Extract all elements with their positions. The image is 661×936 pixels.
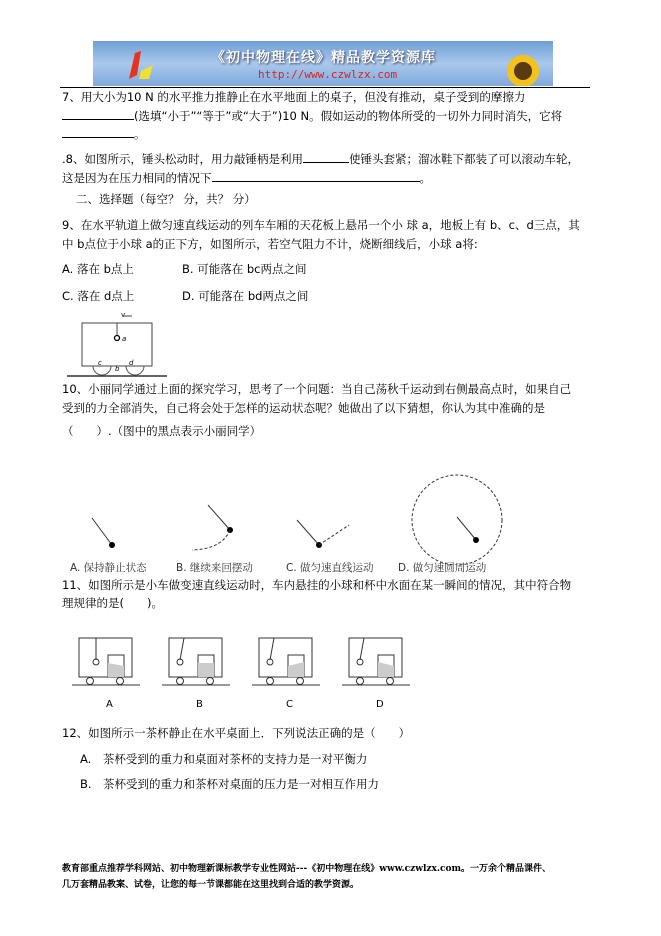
q10-line2: 受到的力全部消失，自己将会处于怎样的运动状态呢？她做出了以下猜想，你认为其中准确的是 (62, 401, 545, 415)
q7-line3: 。 (134, 127, 146, 141)
q8-text-b: 使锤头套紧；溜冰鞋下都装了可以滚动车轮， (348, 152, 579, 166)
cart-label-a: A (106, 699, 113, 710)
banner-url: http://www.czwlzx.com (258, 68, 398, 81)
q9-line1: 9、在水平轨道上做匀速直线运动的列车车厢的天花板上悬吊一个小 球 a，地板上有 b、c、d三点，其 (62, 218, 580, 232)
header-rule (60, 87, 590, 88)
cart-d (342, 638, 410, 685)
train-figure (62, 308, 172, 378)
q12-option-b: B. 茶杯受到的重力和茶杯对桌面的压力是一对相互作用力 (80, 777, 380, 791)
q8-line2 (62, 170, 431, 185)
swing-caption-d: D. 做匀速圆周运动 (398, 562, 487, 574)
q9-option-c: C. 落在 d点上 (62, 289, 135, 303)
q9-line2: 中 b点位于小球 a的正下方，如图所示，若空气阻力不计，烧断细线后，小球 a将: (62, 237, 478, 251)
footer-line2: 几万套精品教案、试卷，让您的每一节课都能在这里找到合适的教学资源。 (62, 880, 360, 890)
cart-a (72, 638, 140, 685)
velocity-label: v (121, 311, 126, 319)
header-banner (93, 41, 553, 86)
q9-option-b: B. 可能落在 bc两点之间 (182, 262, 307, 276)
cart-figures (70, 635, 420, 720)
cart-c (252, 638, 320, 685)
swing-figures (62, 465, 582, 565)
logo-icon (123, 45, 163, 85)
q8-text-c: 这是因为在压力相同的情况下 (62, 171, 212, 185)
q7-blank-2[interactable] (62, 126, 134, 138)
q11-line2: 理规律的是( )。 (62, 596, 163, 610)
point-a-label: a (122, 335, 127, 343)
q8-blank-1[interactable] (303, 151, 349, 163)
q10-line1: 10、小丽同学通过上面的探究学习，思考了一个问题：当自己荡秋千运动到右侧最高点时，如果自己 (62, 382, 572, 396)
cart-label-c: C (286, 699, 293, 710)
banner-title: 《初中物理在线》精品教学资源库 (211, 50, 436, 66)
q12-line1: 12、如图所示一茶杯静止在水平桌面上．下列说法正确的是（ ） (62, 726, 411, 740)
cart-label-b: B (196, 699, 203, 710)
q9-option-a: A. 落在 b点上 (62, 262, 134, 276)
q11-line1: 11、如图所示是小车做变速直线运动时，车内悬挂的小球和杯中水面在某一瞬间的情况，其中符合物 (62, 578, 572, 592)
q9-option-d: D. 可能落在 bd两点之间 (182, 289, 309, 303)
section-heading: 二、选择题（每空？ 分，共？ 分） (76, 192, 256, 206)
point-b-label: b (115, 365, 120, 373)
q7-blank-1[interactable] (62, 108, 134, 120)
q8-text-d: 。 (419, 171, 431, 185)
footer-line1: 教育部重点推荐学科网站、初中物理新课标教学专业性网站---《初中物理在线》www.czwlzx.com。一万余个精品课件、 (62, 864, 552, 874)
cart-label-d: D (376, 699, 384, 710)
swing-caption-a: A. 保持静止状态 (70, 562, 147, 574)
swing-caption-c: C. 做匀速直线运动 (286, 562, 374, 574)
q7-line2-wrap (62, 108, 562, 123)
sunflower-icon (488, 41, 548, 86)
q8-text-a: .8、如图所示，锤头松动时，用力敲锤柄是利用 (62, 152, 303, 166)
q7-line3-wrap (62, 126, 146, 141)
q10-line3: （ ）.（图中的黑点表示小丽同学） (62, 424, 262, 438)
q7-line1: 7、用大小为10 N 的水平推力推静止在水平地面上的桌子，但没有推动，桌子受到的摩擦力 (62, 90, 526, 104)
swing-caption-b: B. 继续来回摆动 (176, 562, 253, 574)
q8-line1 (62, 151, 579, 166)
cart-b (162, 638, 230, 685)
q8-blank-2[interactable] (212, 170, 420, 182)
q12-option-a: A. 茶杯受到的重力和桌面对茶杯的支持力是一对平衡力 (80, 752, 368, 766)
point-c-label: c (98, 359, 102, 367)
point-d-label: d (129, 359, 134, 367)
q7-line2: (选填“小于”“等于”或“大于”)10 N。假如运动的物体所受的一切外力同时消失，它将 (134, 109, 563, 123)
